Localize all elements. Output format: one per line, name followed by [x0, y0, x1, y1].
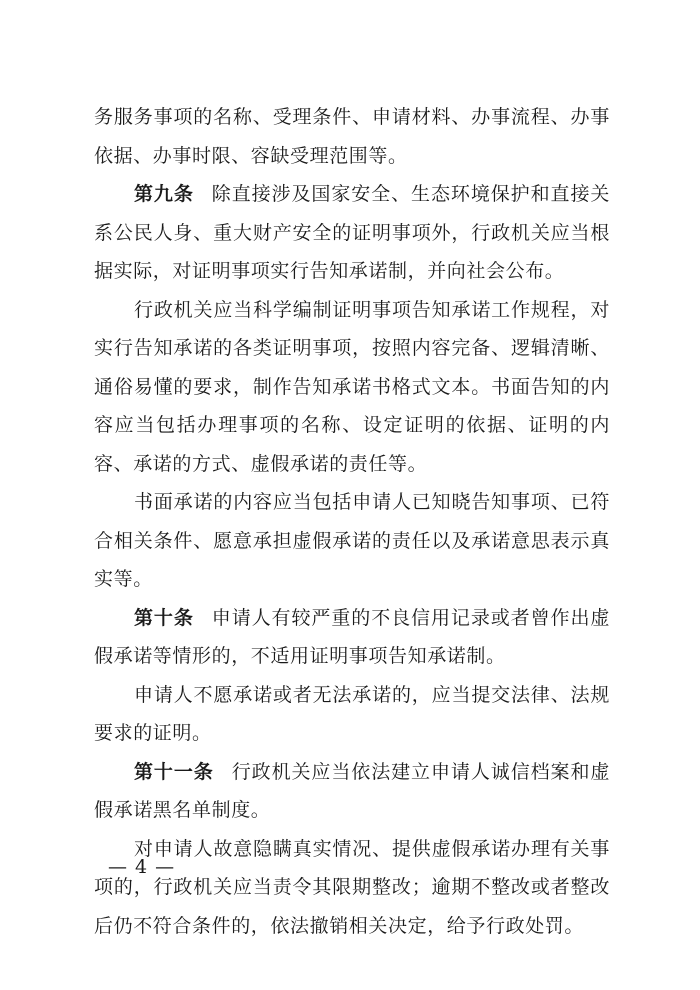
paragraph-continuation [94, 98, 610, 175]
article-9-paragraph-2 [94, 291, 610, 484]
paragraph-text: 务服务事项的名称、受理条件、申请材料、办事流程、办事依据、办事时限、容缺受理范围等。 [94, 106, 610, 167]
article-heading: 第十条 [134, 606, 194, 629]
paragraph-text: 申请人有较严重的不良信用记录或者曾作出虚假承诺等情形的，不适用证明事项告知承诺制。 [94, 606, 610, 667]
paragraph-text: 对申请人故意隐瞒真实情况、提供虚假承诺办理有关事项的，行政机关应当责令其限期整改；逾期不整改或者整改后仍不符合条件的，依法撤销相关决定，给予行政处罚。 [94, 837, 610, 937]
paragraph-text: 申请人不愿承诺或者无法承诺的，应当提交法律、法规要求的证明。 [94, 683, 610, 744]
paragraph-text: 行政机关应当依法建立申请人诚信档案和虚假承诺黑名单制度。 [94, 760, 611, 821]
article-heading: 第九条 [134, 183, 194, 205]
paragraph-text: 除直接涉及国家安全、生态环境保护和直接关系公民人身、重大财产安全的证明事项外，行政机关应当根据实际，对证明事项实行告知承诺制，并向社会公布。 [94, 183, 610, 282]
article-10 [94, 599, 610, 676]
page-number: — 4 — [108, 856, 176, 878]
article-9-paragraph-3 [94, 483, 610, 599]
article-9 [94, 175, 610, 291]
paragraph-text: 行政机关应当科学编制证明事项告知承诺工作规程，对实行告知承诺的各类证明事项，按照内容完备、逻辑清晰、通俗易懂的要求，制作告知承诺书格式文本。书面告知的内容应当包括办理事项的名称、设定证明的依据、证明的内容、承诺的方式、虚假承诺的责任等。 [94, 298, 610, 475]
article-heading: 第十一条 [134, 760, 214, 783]
document-body [94, 98, 610, 945]
paragraph-text: 书面承诺的内容应当包括申请人已知晓告知事项、已符合相关条件、愿意承担虚假承诺的责任以及承诺意思表示真实等。 [94, 491, 610, 590]
article-11-paragraph-2 [94, 830, 610, 946]
article-10-paragraph-2 [94, 676, 610, 753]
article-11 [94, 753, 610, 830]
